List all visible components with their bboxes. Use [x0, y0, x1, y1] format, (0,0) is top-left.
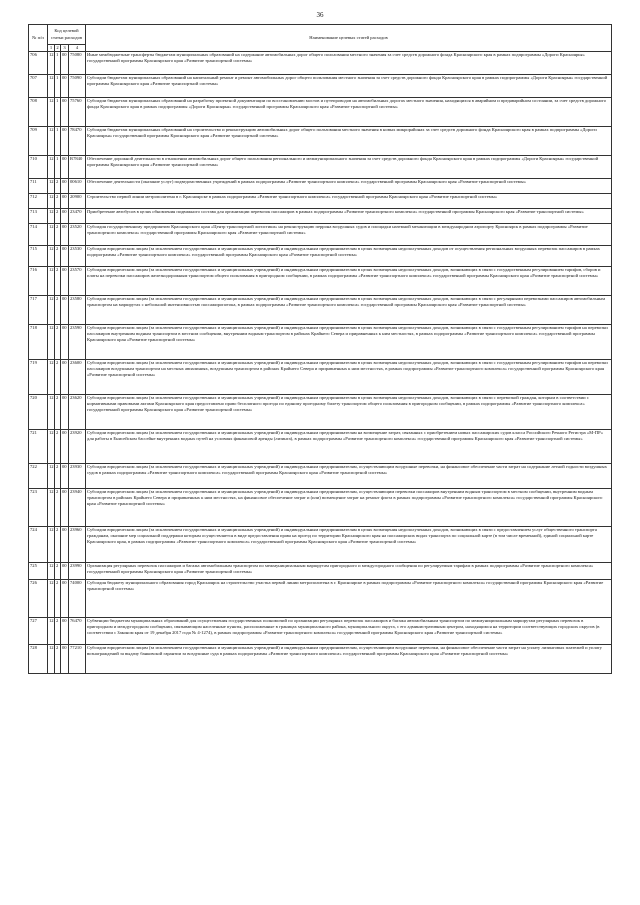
code-part-3: 00	[61, 527, 69, 563]
code-part-4: 23470	[69, 209, 86, 224]
table-row	[29, 580, 612, 618]
row-number: 712	[29, 194, 48, 209]
row-number: 719	[29, 360, 48, 395]
code-part-1: 12	[48, 489, 55, 527]
row-number: 711	[29, 179, 48, 194]
code-part-1: 12	[48, 360, 55, 395]
row-description: Субсидии бюджетам муниципальных образований на разработку проектной документации по восстановлению мостов и путепроводов на автомобильных дорогах местного значения, находящихся в аварийном и предаварийном состоянии, за счет средств дорожного фонда Красноярского края в рамках подпрограммы «Дороги Красноярья» государственной программы Красноярского края «Развитие транспортной системы»	[86, 98, 612, 127]
code-part-1: 12	[48, 224, 55, 246]
code-part-3: 00	[61, 194, 69, 209]
code-part-2: 1	[55, 52, 61, 75]
row-number: 708	[29, 98, 48, 127]
code-part-1: 12	[48, 156, 55, 179]
row-number: 721	[29, 430, 48, 464]
code-part-1: 12	[48, 527, 55, 563]
code-part-4: 23600	[69, 360, 86, 395]
header-subcol-4: 4	[69, 45, 86, 52]
code-part-1: 12	[48, 127, 55, 156]
row-number: 710	[29, 156, 48, 179]
row-number: 709	[29, 127, 48, 156]
table-row	[29, 209, 612, 224]
code-part-3: 00	[61, 296, 69, 325]
code-part-4: 23530	[69, 246, 86, 267]
row-description: Организация регулярных перевозок пассажиров и багажа автомобильным транспортом по межмуниципальным маршрутам пригородного и междугородного сообщения по регулируемым тарифам в рамках подпрограммы «Развитие транспортного комплекса» государственной программы Красноярского края «Развитие транспортной системы»	[86, 563, 612, 580]
code-part-4: 00610	[69, 179, 86, 194]
header-subcol-2: 2	[56, 45, 59, 50]
code-part-4: 23620	[69, 395, 86, 430]
table-row	[29, 464, 612, 489]
table-row	[29, 489, 612, 527]
code-part-3: 00	[61, 267, 69, 296]
code-part-4: 23920	[69, 430, 86, 464]
code-part-3: 00	[61, 464, 69, 489]
code-part-3: 00	[61, 395, 69, 430]
code-part-3: 00	[61, 75, 69, 98]
code-part-1: 12	[48, 194, 55, 209]
code-part-2: 2	[55, 527, 61, 563]
table-row	[29, 179, 612, 194]
code-part-1: 12	[48, 395, 55, 430]
header-name: Наименование целевых статей расходов	[86, 25, 612, 52]
code-part-2: 2	[55, 618, 61, 645]
code-part-3: 00	[61, 156, 69, 179]
page-number: 36	[316, 11, 324, 19]
code-part-3: 00	[61, 618, 69, 645]
table-row	[29, 224, 612, 246]
table-row	[29, 618, 612, 645]
code-part-2: 2	[55, 563, 61, 580]
code-part-4: 23930	[69, 464, 86, 489]
code-part-2: 2	[55, 580, 61, 618]
code-part-1: 12	[48, 246, 55, 267]
code-part-2: 2	[55, 296, 61, 325]
code-part-4: 20900	[69, 194, 86, 209]
row-number: 720	[29, 395, 48, 430]
code-part-2: 2	[55, 194, 61, 209]
code-part-2: 2	[55, 395, 61, 430]
code-part-2: 2	[55, 267, 61, 296]
code-part-2: 1	[55, 156, 61, 179]
code-part-1: 12	[48, 580, 55, 618]
row-number: 706	[29, 52, 48, 75]
code-part-4: 76470	[69, 618, 86, 645]
table-row	[29, 98, 612, 127]
code-part-1: 12	[48, 645, 55, 674]
header-code: Код целевой статьи расходов	[48, 25, 86, 45]
code-part-1: 12	[48, 98, 55, 127]
table-row	[29, 430, 612, 464]
code-part-1: 12	[48, 618, 55, 645]
code-part-4: 75080	[69, 52, 86, 75]
code-part-1: 12	[48, 430, 55, 464]
code-part-3: 00	[61, 325, 69, 360]
row-description: Субсидии юридическим лицам (за исключением государственных и муниципальных учреждений) и индивидуальным предпринимателям, осуществляющим воздушные перевозки, на финансовое обеспечение части затрат на содержание летной годности воздушных судов в рамках подпрограммы «Развитие транспортного комплекса» государственной программы Красноярского края «Развитие транспортной системы»	[86, 464, 612, 489]
code-part-4: 75090	[69, 75, 86, 98]
code-part-1: 12	[48, 179, 55, 194]
code-part-3: 00	[61, 563, 69, 580]
row-description: Приобретение автобусов в целях обновления подвижного состава для организации перевозок пассажиров в рамках подпрограммы «Развитие транспортного комплекса» государственной программы Красноярского края «Развитие транспортной системы»	[86, 209, 612, 224]
code-part-4: 23940	[69, 489, 86, 527]
row-description: Субсидии юридическим лицам (за исключением государственных и муниципальных учреждений) и индивидуальным предпринимателям в целях возмещения недополученных доходов, возникающих в связи с государственным регулированием тарифов на перевозки пассажиров внутренним водным транспортом в местном сообщении, внутренним водным транспортом в районах Крайнего Севера и приравненных к ним местностях, в рамках подпрограммы «Развитие транспортного комплекса» государственной программы Красноярского края «Развитие транспортной системы»	[86, 325, 612, 360]
row-description: Субсидии юридическим лицам (за исключением государственных и муниципальных учреждений) и индивидуальным предпринимателям в целях возмещения недополученных доходов от осуществления региональных воздушных перевозок пассажиров в рамках подпрограммы «Развитие транспортного комплекса» государственной программы Красноярского края «Развитие транспортной системы»	[86, 246, 612, 267]
code-part-2: 1	[55, 127, 61, 156]
code-part-2: 2	[55, 224, 61, 246]
row-number: 718	[29, 325, 48, 360]
code-part-2: 1	[55, 75, 61, 98]
row-number: 714	[29, 224, 48, 246]
row-number: 717	[29, 296, 48, 325]
budget-code-table	[28, 24, 612, 674]
code-part-1: 12	[48, 325, 55, 360]
code-part-2: 2	[55, 179, 61, 194]
table-row	[29, 75, 612, 98]
code-part-4: 75760	[69, 98, 86, 127]
code-part-2: 2	[55, 489, 61, 527]
row-number: 723	[29, 489, 48, 527]
table-row	[29, 267, 612, 296]
table-row	[29, 156, 612, 179]
row-description: Субсидии юридическим лицам (за исключением государственных и муниципальных учреждений) и индивидуальным предпринимателям в целях возмещения недополученных доходов, возникающих в связи с государственным регулированием тарифов, сборов и платы на перевозки пассажиров железнодорожным транспортом общего пользования в пригородном сообщении, в рамках подпрограммы «Развитие транспортного комплекса» государственной программы Красноярского края «Развитие транспортной системы»	[86, 267, 612, 296]
code-part-2: 2	[55, 464, 61, 489]
row-description: Иные межбюджетные трансферты бюджетам муниципальных образований на содержание автомобильных дорог общего пользования местного значения за счет средств дорожного фонда Красноярского края в рамках подпрограммы «Дороги Красноярья» государственной программы Красноярского края «Развитие транспортной системы»	[86, 52, 612, 75]
code-part-2: 2	[55, 430, 61, 464]
table-row	[29, 527, 612, 563]
code-part-2: 1	[55, 98, 61, 127]
table-row	[29, 563, 612, 580]
row-number: 724	[29, 527, 48, 563]
code-part-2: 2	[55, 246, 61, 267]
code-part-4: 23570	[69, 267, 86, 296]
row-number: 707	[29, 75, 48, 98]
table-body	[29, 52, 612, 674]
code-part-3: 00	[61, 645, 69, 674]
code-part-3: 00	[61, 360, 69, 395]
code-part-4: 23590	[69, 325, 86, 360]
code-part-2: 2	[55, 360, 61, 395]
code-part-4: 77210	[69, 645, 86, 674]
code-part-1: 12	[48, 296, 55, 325]
code-part-1: 12	[48, 563, 55, 580]
row-description: Субсидии юридическим лицам (за исключением государственных и муниципальных учреждений) и индивидуальным предпринимателям на возмещение затрат, связанных с приобретением новых пассажирских судов класса Российского Речного Регистра «М-ПР» для работы в Енисейском бассейне внутренних водных путей на условиях финансовой аренды (лизинга), в рамках подпрограммы «Развитие транспортного комплекса» государственной программы Красноярского края «Развитие транспортной системы»	[86, 430, 612, 464]
row-number: 725	[29, 563, 48, 580]
row-description: Субсидия бюджету муниципального образования город Красноярск на строительство участка первой линии метрополитена в г. Красноярске в рамках подпрограммы «Развитие транспортного комплекса» государственной программы Красноярского края «Развитие транспортной системы»	[86, 580, 612, 618]
row-description: Субвенции бюджетам муниципальных образований для осуществления государственных полномочий по организации регулярных перевозок пассажиров и багажа автомобильным транспортом по межмуниципальным маршрутам регулярных перевозок в пригородном и междугородном сообщении, связывающим населенные пункты, расположенные в границах муниципального района, муниципального округа, с его административным центром, находящимся на территории соответствующих городских округов (в соответствии с Законом края от 19 декабря 2017 года № 4-1274), в рамках подпрограммы «Развитие транспортного комплекса» государственной программы Красноярского края «Развитие транспортной системы»	[86, 618, 612, 645]
row-description: Субсидии юридическим лицам (за исключением государственных и муниципальных учреждений) и индивидуальным предпринимателям в целях возмещения недополученных доходов, возникающих в связи с регулярными перевозками пассажиров автомобильным транспортом на маршрутах с небольшой интенсивностью пассажиропотока, в рамках подпрограммы «Развитие транспортного комплекса» государственной программы Красноярского края «Развитие транспортной системы»	[86, 296, 612, 325]
code-part-3: 00	[61, 98, 69, 127]
code-part-3: 00	[61, 209, 69, 224]
table-row	[29, 645, 612, 674]
table-row	[29, 360, 612, 395]
code-part-3: 00	[61, 179, 69, 194]
row-number: 727	[29, 618, 48, 645]
header-subcol-3: 3	[61, 45, 69, 52]
row-number: 713	[29, 209, 48, 224]
code-part-1: 12	[48, 75, 55, 98]
code-part-4: 23520	[69, 224, 86, 246]
code-part-2: 2	[55, 209, 61, 224]
header-subcol-1: 1	[48, 45, 55, 52]
table-row	[29, 325, 612, 360]
row-description: Субсидии юридическим лицам (за исключением государственных и муниципальных учреждений) и индивидуальным предпринимателям в целях возмещения недополученных доходов, возникающих в связи с перевозкой граждан, которым в соответствии с нормативными правовыми актами Красноярского края предоставлено право бесплатного проезда по единому проездному билету транспортом общего пользования в пригородном сообщении, в рамках подпрограммы «Развитие транспортного комплекса» государственной программы Красноярского края «Развитие транспортной системы»	[86, 395, 612, 430]
row-number: 728	[29, 645, 48, 674]
code-part-1: 12	[48, 209, 55, 224]
row-description: Субсидии юридическим лицам (за исключением государственных и муниципальных учреждений) и индивидуальным предпринимателям, осуществляющим воздушные перевозки, на финансовое обеспечение части затрат на уплату лизинговых платежей и уплату вознаграждений за выдачу банковской гарантии за воздушные суда в рамках подпрограммы «Развитие транспортного комплекса» государственной программы Красноярского края «Развитие транспортной системы»	[86, 645, 612, 674]
row-description: Обеспечение дорожной деятельности в отношении автомобильных дорог общего пользования регионального и межмуниципального значения за счет средств дорожного фонда Красноярского края в рамках подпрограммы «Дороги Красноярья» государственной программы Красноярского края «Развитие транспортной системы»	[86, 156, 612, 179]
code-part-3: 00	[61, 127, 69, 156]
code-part-3: 00	[61, 52, 69, 75]
code-part-3: 00	[61, 489, 69, 527]
row-description: Субсидии юридическим лицам (за исключением государственных и муниципальных учреждений) и индивидуальным предпринимателям в целях возмещения недополученных доходов, возникающих в связи с государственным регулированием тарифов на перевозки пассажиров воздушным транспортом на местных авиалиниях, воздушным транспортом в районах Крайнего Севера и приравненных к ним местностях, в рамках подпрограммы «Развитие транспортного комплекса» государственной программы Красноярского края «Развитие транспортной системы»	[86, 360, 612, 395]
row-number: 726	[29, 580, 48, 618]
table-row	[29, 52, 612, 75]
table-row	[29, 127, 612, 156]
code-part-3: 00	[61, 580, 69, 618]
row-number: 716	[29, 267, 48, 296]
table-row	[29, 246, 612, 267]
header-number: № п/п	[29, 25, 48, 52]
code-part-4: 23990	[69, 563, 86, 580]
code-part-4: 78470	[69, 127, 86, 156]
code-part-1: 12	[48, 52, 55, 75]
table-row	[29, 194, 612, 209]
row-description: Субсидии юридическим лицам (за исключением государственных и муниципальных учреждений) и индивидуальным предпринимателям, осуществляющим перевозки пассажиров внутренним водным транспортом в местном сообщении, внутренним водным транспортом в районах Крайнего Севера и приравненных к ним местностях, на финансовое обеспечение затрат и (или) возмещение затрат на ремонт флота в рамках подпрограммы «Развитие транспортного комплекса» государственной программы Красноярского края «Развитие транспортной системы»	[86, 489, 612, 527]
code-part-4: 23580	[69, 296, 86, 325]
row-description: Субсидии бюджетам муниципальных образований на строительство и реконструкцию автомобильных дорог общего пользования местного значения в новых микрорайонах за счет средств дорожного фонда Красноярского края в рамках подпрограммы «Дороги Красноярья» государственной программы Красноярского края «Развитие транспортной системы»	[86, 127, 612, 156]
table-row	[29, 296, 612, 325]
row-description: Субсидия государственному предприятию Красноярского края «Центр транспортной логистики» на реконструкцию перрона воздушных судов и площадки наземной механизации в международном аэропорту Красноярск в рамках подпрограммы «Развитие транспортного комплекса» государственной программы Красноярского края «Развитие транспортной системы»	[86, 224, 612, 246]
row-number: 722	[29, 464, 48, 489]
code-part-4: 23960	[69, 527, 86, 563]
code-part-4: R7840	[69, 156, 86, 179]
code-part-4: 74000	[69, 580, 86, 618]
row-description: Субсидии юридическим лицам (за исключением государственных и муниципальных учреждений) и индивидуальным предпринимателям в целях возмещения недополученных доходов, возникающих в связи с предоставлением услуг общественного транспорта гражданам, оказание мер социальной поддержки которым осуществляется в виде предоставления права на проезд по территории Красноярского края на пассажирских видах транспорта по социальной карте (в том числе временной), единой социальной карте Красноярского края, в рамках подпрограммы «Развитие транспортного комплекса» государственной программы Красноярского края «Развитие транспортной системы»	[86, 527, 612, 563]
row-description: Строительство первой линии метрополитена в г. Красноярске в рамках подпрограммы «Развитие транспортного комплекса» государственной программы Красноярского края «Развитие транспортной системы»	[86, 194, 612, 209]
code-part-3: 00	[61, 430, 69, 464]
table-row	[29, 395, 612, 430]
row-number: 715	[29, 246, 48, 267]
code-part-3: 00	[61, 246, 69, 267]
code-part-1: 12	[48, 464, 55, 489]
code-part-1: 12	[48, 267, 55, 296]
code-part-2: 2	[55, 325, 61, 360]
code-part-2: 2	[55, 645, 61, 674]
code-part-3: 00	[61, 224, 69, 246]
row-description: Обеспечение деятельности (оказание услуг) подведомственных учреждений в рамках подпрограммы «Развитие транспортного комплекса» государственной программы Красноярского края «Развитие транспортной системы»	[86, 179, 612, 194]
row-description: Субсидии бюджетам муниципальных образований на капитальный ремонт и ремонт автомобильных дорог общего пользования местного значения за счет средств дорожного фонда Красноярского края в рамках подпрограммы «Дороги Красноярья» государственной программы Красноярского края «Развитие транспортной системы»	[86, 75, 612, 98]
